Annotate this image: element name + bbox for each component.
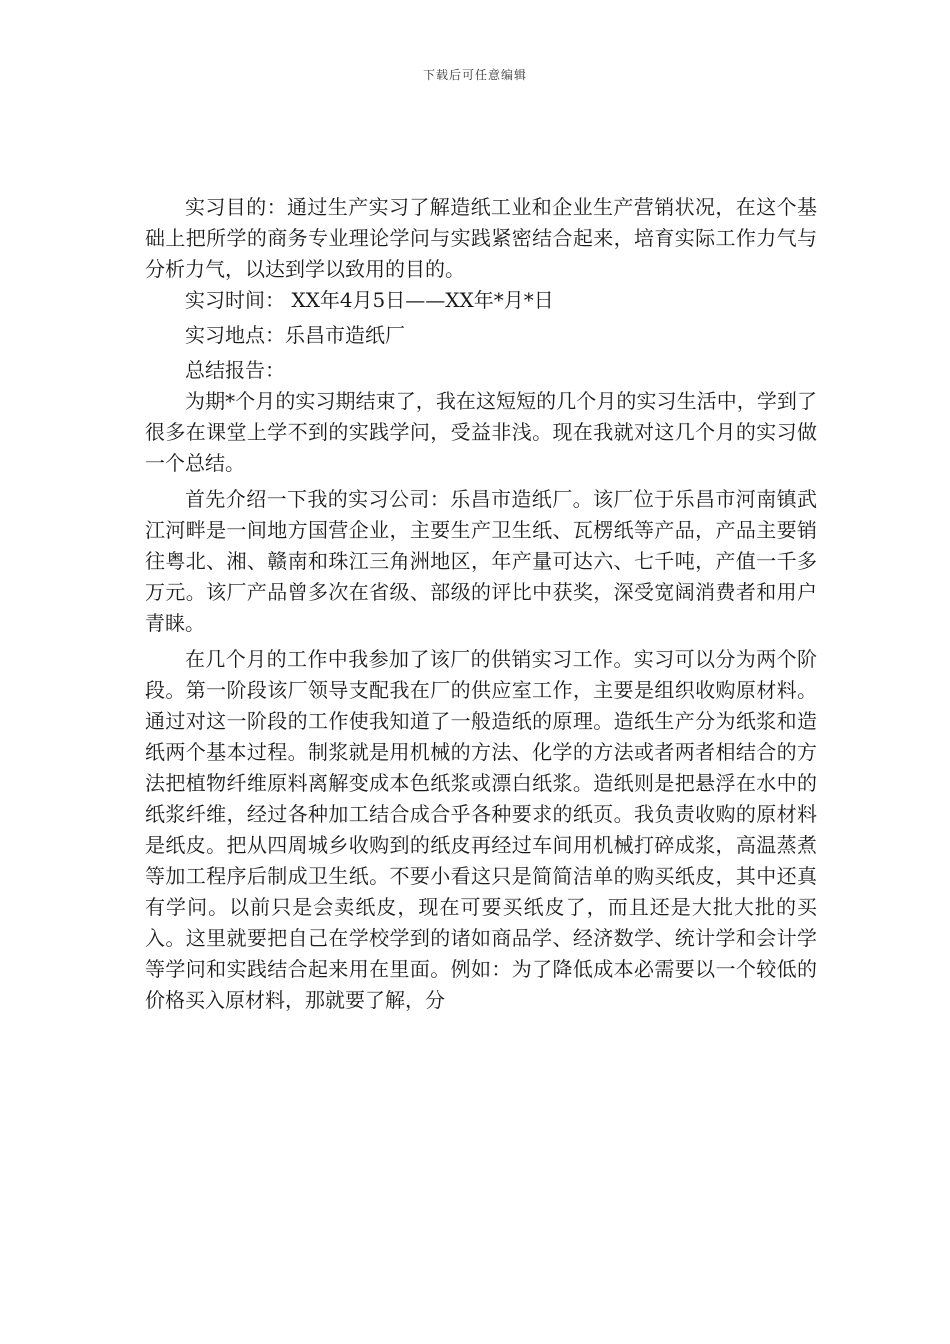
paragraph-report-heading: 总结报告： (185, 358, 285, 382)
paragraph-time: 实习时间： XX年4月5日——XX年*月*日 (185, 288, 554, 312)
paragraph-intro: 为期*个月的实习期结束了，我在这短短的几个月的实习生活中，学到了很多在课堂上学不到的实践学问，受益非浅。现在我就对这几个月的实习做一个总结。 (145, 389, 817, 475)
page-header: 下载后可任意编辑 (422, 68, 527, 82)
document-body (145, 192, 817, 1016)
paragraph-location: 实习地点：乐昌市造纸厂 (185, 323, 405, 347)
paragraph-purpose: 实习目的：通过生产实习了解造纸工业和企业生产营销状况，在这个基础上把所学的商务专业理论学问与实践紧密结合起来，培育实际工作力气与分析力气，以达到学以致用的目的。 (145, 195, 817, 281)
paragraph-company: 首先介绍一下我的实习公司：乐昌市造纸厂。该厂位于乐昌市河南镇武江河畔是一间地方国营企业，主要生产卫生纸、瓦楞纸等产品，产品主要销往粤北、湘、赣南和珠江三角洲地区，年产量可达六、七千吨，产值一千多万元。该厂产品曾多次在省级、部级的评比中获奖，深受宽阔消费者和用户青睐。 (145, 487, 817, 635)
paragraph-work: 在几个月的工作中我参加了该厂的供销实习工作。实习可以分为两个阶段。第一阶段该厂领导支配我在厂的供应室工作，主要是组织收购原材料。通过对这一阶段的工作使我知道了一般造纸的原理。造纸生产分为纸浆和造纸两个基本过程。制浆就是用机械的方法、化学的方法或者两者相结合的方法把植物纤维原料离解变成本色纸浆或漂白纸浆。造纸则是把悬浮在水中的纸浆纤维，经过各种加工结合成合乎各种要求的纸页。我负责收购的原材料是纸皮。把从四周城乡收购到的纸皮再经过车间用机械打碎成浆，高温蒸煮等加工程序后制成卫生纸。不要小看这只是简简洁单的购买纸皮，其中还真有学问。以前只是会卖纸皮，现在可要买纸皮了，而且还是大批大批的买入。这里就要把自己在学校学到的诸如商品学、经济数学、统计学和会计学等学问和实践结合起来用在里面。例如：为了降低成本必需要以一个较低的价格买入原材料，那就要了解，分 (145, 647, 817, 1012)
